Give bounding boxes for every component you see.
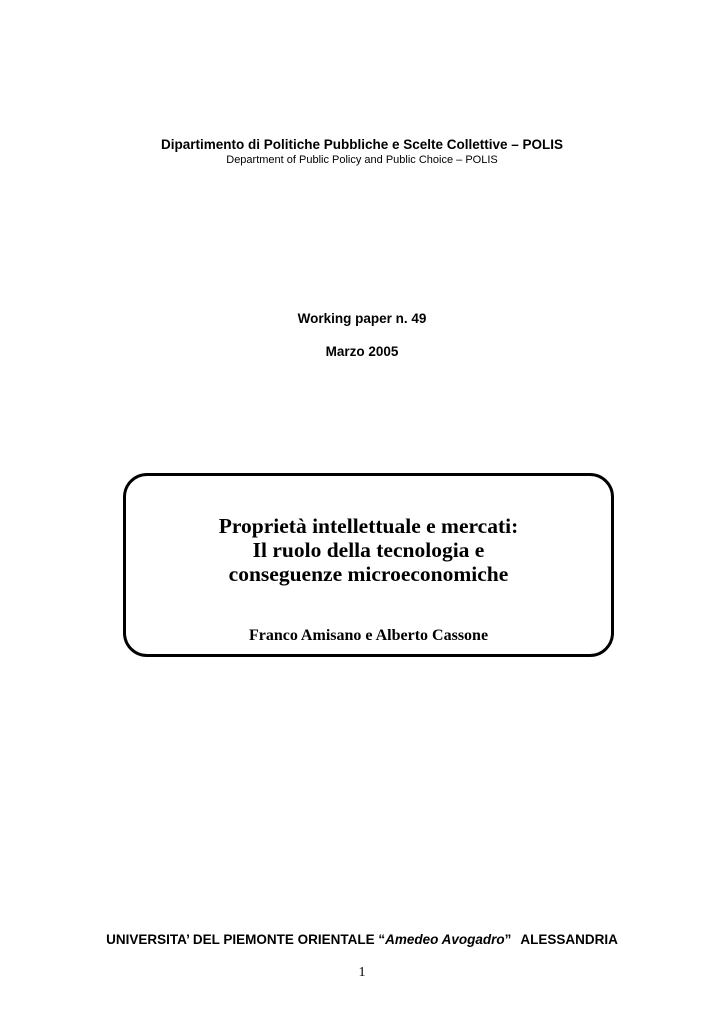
paper-title-line: Il ruolo della tecnologia e xyxy=(252,538,485,562)
paper-title xyxy=(126,514,611,586)
university-name: Amedeo Avogadro xyxy=(385,932,505,947)
university-suffix: ” xyxy=(504,932,512,947)
publication-date: Marzo 2005 xyxy=(325,344,399,359)
university-prefix: UNIVERSITA’ DEL PIEMONTE ORIENTALE “ xyxy=(106,932,386,947)
page-number: 1 xyxy=(358,965,366,980)
paper-authors: Franco Amisano e Alberto Cassone xyxy=(248,627,489,644)
university-line xyxy=(0,932,724,947)
working-paper-number: Working paper n. 49 xyxy=(297,311,427,326)
department-name-italian: Dipartimento di Politiche Pubbliche e Scelte Collettive – POLIS xyxy=(160,137,564,152)
university-city: ALESSANDRIA xyxy=(520,932,618,947)
paper-title-line: Proprietà intellettuale e mercati: xyxy=(218,514,519,538)
department-name-english: Department of Public Policy and Public Choice – POLIS xyxy=(226,154,498,166)
paper-title-line: conseguenze microeconomiche xyxy=(228,562,509,586)
title-box xyxy=(123,473,614,657)
